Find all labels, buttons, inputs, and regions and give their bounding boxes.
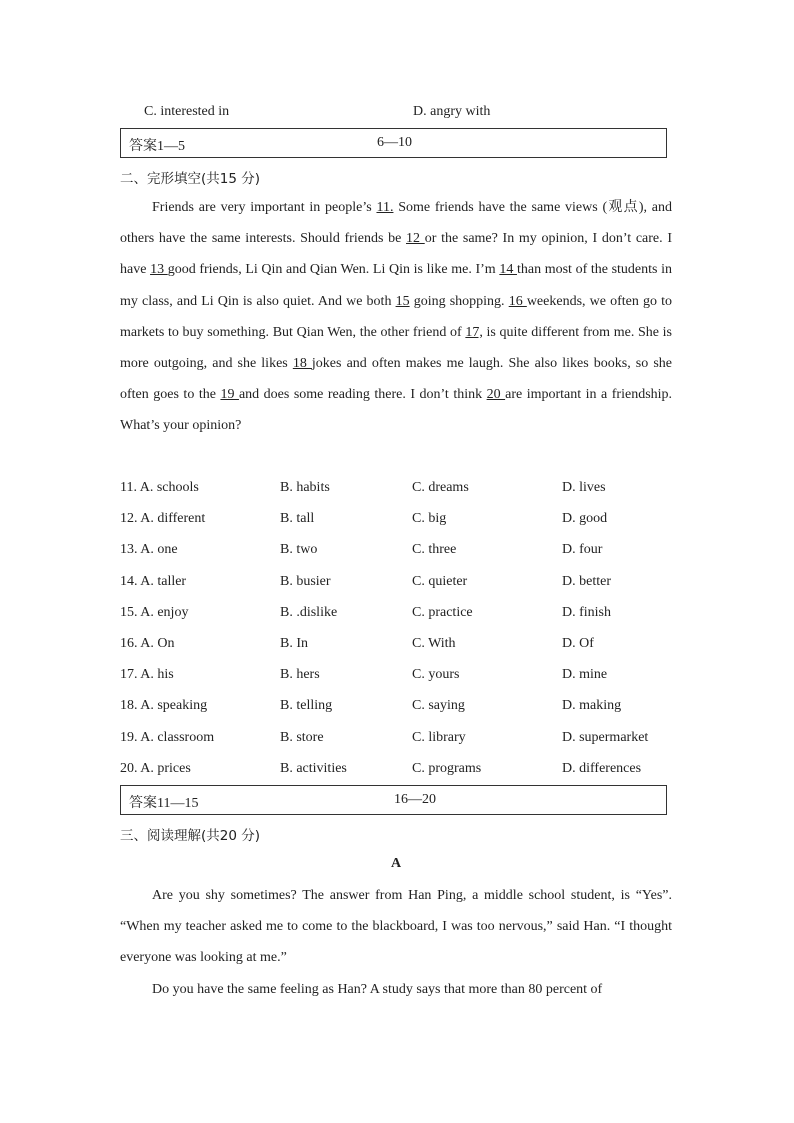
passage-text: than most of the students in my class, and Li Qin is also quiet. And we both (120, 262, 673, 309)
passage-text: weekends, we often go to markets to buy something. But Qian Wen, the other friend of (120, 293, 672, 340)
option-choice: D. good (562, 511, 608, 527)
option-choice: D. better (562, 573, 611, 589)
option-choice: C. saying (412, 698, 465, 714)
option-choice: 20. A. prices (120, 760, 191, 776)
option-choice: B. activities (280, 760, 347, 776)
option-choice: C. yours (412, 667, 460, 683)
passage-text: and does some reading there. I don’t think (238, 387, 487, 403)
section3-title: 三、阅读理解(共20 分) (120, 828, 261, 844)
reading-para-1: Are you shy sometimes? The answer from Han Ping, a middle school student, is “Yes”. “When my teacher asked me to come to the blackboard, I was too nervous,” said Han. “I thought everyone was looking at me.” (120, 888, 672, 966)
option-d-top: D. angry with (413, 104, 491, 119)
option-choice: 14. A. taller (120, 573, 187, 589)
passage-text: good friends, Li Qin and Qian Wen. Li Qin is like me. I’m (167, 262, 500, 278)
cloze-blank: 14 (499, 262, 517, 278)
option-choice: C. With (412, 636, 456, 651)
option-row (120, 761, 680, 781)
cloze-blank: 15 (395, 293, 410, 309)
cloze-blank: 11. (376, 200, 394, 215)
reading-para-2: Do you have the same feeling as Han? A study says that more than 80 percent of (152, 982, 603, 997)
option-row (120, 698, 680, 718)
answer-box-2-label2: 16—20 (394, 792, 436, 807)
passage-text: going shopping. (409, 293, 509, 309)
option-choice: 16. A. On (120, 636, 175, 651)
option-choice: D. finish (562, 604, 611, 620)
option-choice: C. big (412, 511, 447, 527)
option-choice: C. library (412, 729, 466, 745)
option-choice: B. telling (280, 698, 333, 714)
option-row (120, 542, 680, 562)
option-choice: D. Of (562, 636, 594, 651)
option-choice: C. dreams (412, 480, 469, 495)
option-row (120, 511, 680, 531)
cloze-blank: 19 (220, 387, 239, 403)
option-choice: D. mine (562, 667, 608, 683)
option-row (120, 574, 680, 594)
cloze-blank: 20 (486, 387, 506, 403)
passage-text: are important in a friendship. What’s your opinion? (120, 387, 673, 434)
option-choice: D. four (562, 542, 603, 558)
option-choice: B. .dislike (280, 604, 338, 620)
option-choice: B. In (280, 636, 308, 651)
passage-text: or the same? In my opinion, I don’t care. I have (120, 231, 672, 278)
answer-box-1 (120, 128, 667, 158)
option-row (120, 667, 680, 687)
option-choice: C. practice (412, 604, 473, 620)
option-row (120, 605, 680, 625)
option-row (120, 480, 680, 500)
option-choice: B. habits (280, 480, 330, 495)
answer-box-1-label: 答案1—5 (129, 139, 185, 154)
option-choice: D. lives (562, 480, 606, 495)
option-row (120, 730, 680, 750)
option-choice: 17. A. his (120, 667, 174, 683)
option-choice: C. programs (412, 760, 482, 776)
option-choice: 12. A. different (120, 511, 206, 527)
option-choice: D. differences (562, 760, 642, 776)
option-c-top: C. interested in (144, 104, 230, 119)
option-choice: 13. A. one (120, 542, 178, 558)
option-choice: C. three (412, 542, 457, 558)
option-choice: 19. A. classroom (120, 729, 215, 745)
cloze-blank: 18 (292, 356, 312, 372)
answer-box-2-label: 答案11—15 (129, 796, 199, 811)
option-choice: B. tall (280, 511, 315, 527)
section3-subtitle: A (391, 856, 402, 871)
passage-text: jokes and often makes me laugh. She also likes books, so she often goes to the (120, 356, 672, 403)
answer-box-1-label2: 6—10 (377, 135, 412, 150)
option-choice: B. busier (280, 573, 331, 589)
option-choice: B. two (280, 542, 318, 558)
passage-text: Friends are very important in people’s (152, 200, 377, 215)
answer-box-2 (120, 785, 667, 815)
cloze-blank: 17, (465, 324, 483, 340)
option-choice: C. quieter (412, 573, 468, 589)
option-choice: 18. A. speaking (120, 698, 208, 714)
option-choice: B. store (280, 729, 324, 745)
cloze-blank: 16 (508, 293, 527, 309)
option-choice: D. supermarket (562, 729, 649, 745)
section2-title: 二、完形填空(共15 分) (120, 171, 261, 187)
option-choice: D. making (562, 698, 622, 714)
cloze-blank: 13 (150, 262, 168, 278)
cloze-passage (120, 192, 672, 442)
cloze-blank: 12 (406, 231, 425, 247)
option-row (120, 636, 680, 656)
option-choice: 11. A. schools (120, 480, 199, 495)
option-choice: B. hers (280, 667, 320, 683)
option-choice: 15. A. enjoy (120, 604, 189, 620)
passage-text: Some friends have the same views (观点), and others have the same interests. Should friends be (120, 200, 672, 247)
passage-text: is quite different from me. She is more outgoing, and she likes (120, 324, 672, 372)
